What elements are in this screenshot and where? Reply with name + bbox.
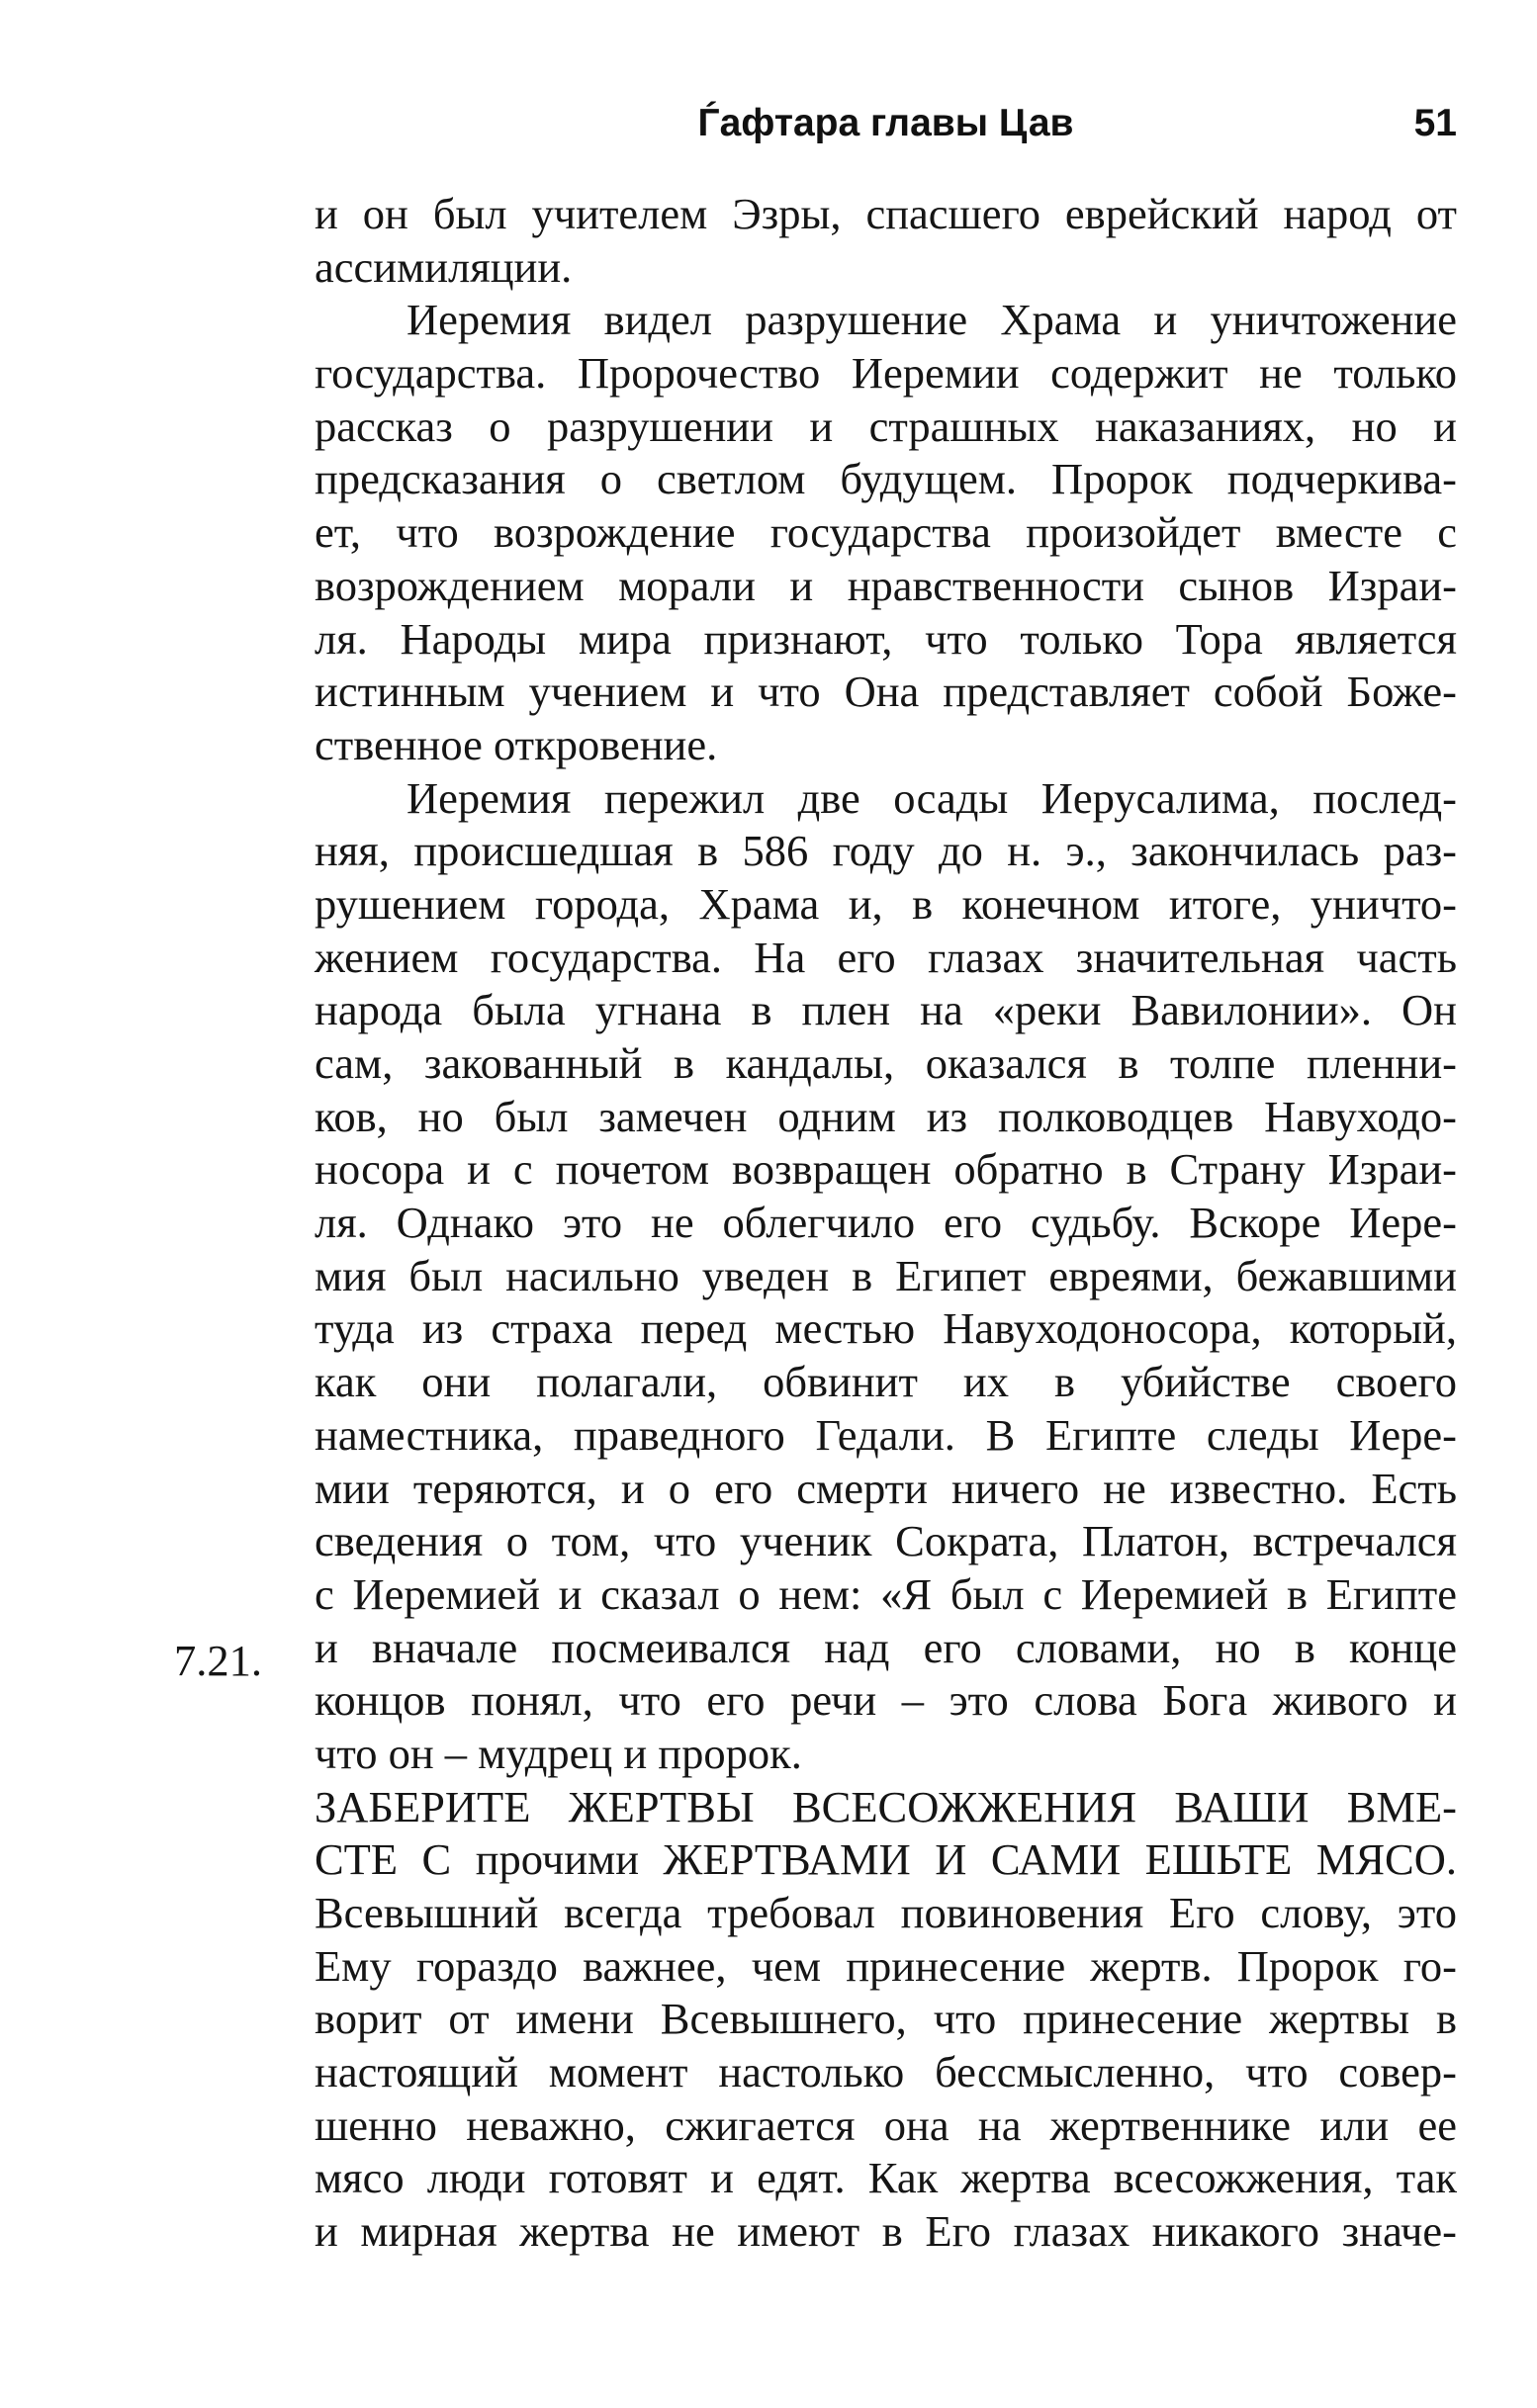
text-line: ассимиляции.: [315, 241, 573, 292]
text-line: сам, закованный в кандалы, оказался в толпе пленни-: [315, 1038, 1457, 1088]
text-line: няя, происшедшая в 586 году до н. э., закончилась раз-: [315, 826, 1457, 876]
text-line: с Иеремией и сказал о нем: «Я был с Иеремией в Египте: [315, 1568, 1457, 1619]
verse-number: 7.21.: [174, 1635, 262, 1685]
text-line: истинным учением и что Она представляет собой Боже-: [315, 667, 1457, 717]
text-line: жением государства. На его глазах значительная часть: [315, 932, 1457, 982]
paragraph-3: [315, 772, 1457, 1781]
text-line: настоящий момент настолько бессмысленно, что совер-: [315, 2047, 1457, 2097]
text-line: как они полагали, обвинит их в убийстве своего: [315, 1357, 1457, 1407]
text-line: что он – мудрец и пророк.: [315, 1728, 802, 1778]
page-header: [315, 94, 1457, 153]
running-title: Ѓафтара главы Цав: [697, 102, 1074, 144]
text-line: мия был насильно уведен в Египет евреями, бежавшими: [315, 1250, 1457, 1300]
text-line: ля. Народы мира признают, что только Тора является: [315, 613, 1457, 664]
text-line: мясо люди готовят и едят. Как жертва всесожжения, так: [315, 2153, 1457, 2203]
paragraph-2: [315, 294, 1457, 771]
text-line: и он был учителем Эзры, спасшего еврейский народ от: [315, 189, 1457, 238]
verse-heading-line: СТЕ С прочими ЖЕРТВАМИ И САМИ ЕШЬТЕ МЯСО.: [315, 1834, 1457, 1885]
body-text: [315, 188, 1457, 2259]
verse-commentary: [315, 1781, 1457, 2259]
text-line: народа была угнана в плен на «реки Вавилонии». Он: [315, 985, 1457, 1035]
text-line: ственное откровение.: [315, 719, 718, 769]
text-line: предсказания о светлом будущем. Пророк подчеркива-: [315, 454, 1457, 504]
text-line: мии теряются, и о его смерти ничего не известно. Есть: [315, 1463, 1457, 1513]
text-line: концов понял, что его речи – это слова Бога живого и: [315, 1675, 1457, 1726]
text-line: Ему гораздо важнее, чем принесение жертв. Пророк го-: [315, 1940, 1457, 1991]
text-line: возрождением морали и нравственности сынов Израи-: [315, 560, 1457, 610]
text-line: наместника, праведного Гедали. В Египте следы Иере-: [315, 1409, 1457, 1460]
text-line: рассказ о разрушении и страшных наказаниях, но и: [315, 401, 1457, 451]
text-line: носора и с почетом возвращен обратно в Страну Израи-: [315, 1144, 1457, 1195]
text-line: шенно неважно, сжигается она на жертвеннике или ее: [315, 2099, 1457, 2150]
text-line: Иеремия видел разрушение Храма и уничтожение: [407, 295, 1457, 345]
text-line: туда из страха перед местью Навуходоносора, который,: [315, 1303, 1457, 1354]
text-line: Иеремия пережил две осады Иерусалима, послед-: [407, 772, 1457, 823]
text-line: ет, что возрождение государства произойдет вместе с: [315, 507, 1457, 558]
text-line: и мирная жертва не имеют в Его глазах никакого значе-: [315, 2206, 1457, 2257]
text-line: рушением города, Храма и, в конечном итоге, уничто-: [315, 878, 1457, 929]
text-line: ков, но был замечен одним из полководцев Навуходо-: [315, 1091, 1457, 1141]
text-line: ля. Однако это не облегчило его судьбу. Вскоре Иере-: [315, 1198, 1457, 1248]
text-line: государства. Пророчество Иеремии содержит не только: [315, 348, 1457, 399]
verse-heading-line: ЗАБЕРИТЕ ЖЕРТВЫ ВСЕСОЖЖЕНИЯ ВАШИ ВМЕ-: [315, 1781, 1457, 1831]
text-line: ворит от имени Всевышнего, что принесение жертвы в: [315, 1994, 1457, 2044]
paragraph-1: [315, 188, 1457, 294]
text-line: и вначале посмеивался над его словами, но в конце: [315, 1622, 1457, 1672]
page-number: 51: [1413, 102, 1457, 144]
text-line: сведения о том, что ученик Сократа, Платон, встречался: [315, 1516, 1457, 1566]
text-line: Всевышний всегда требовал повиновения Его слову, это: [315, 1888, 1457, 1937]
